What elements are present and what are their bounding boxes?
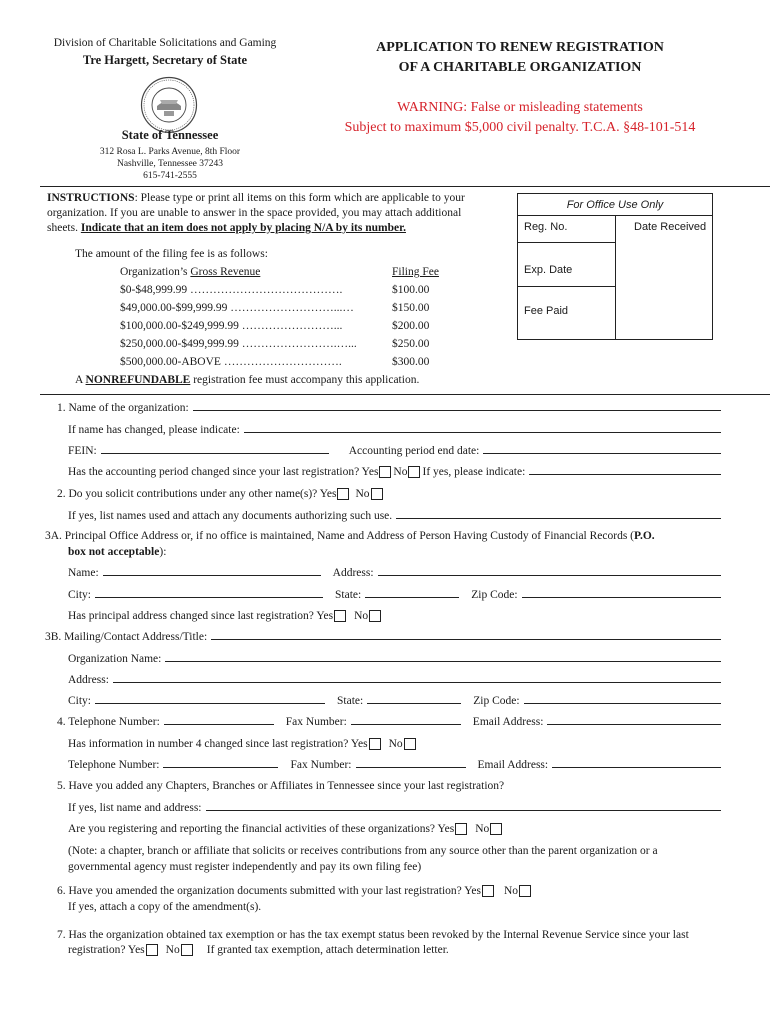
q7-no-label: No: [165, 944, 180, 956]
q4-email-field[interactable]: [547, 724, 721, 725]
acct-changed-row: [68, 466, 725, 478]
nonrefundable-note: A NONREFUNDABLE registration fee must accompany this application.: [75, 374, 420, 386]
q6-yes-checkbox[interactable]: [482, 885, 494, 897]
q3b-city-label: City:: [68, 695, 92, 707]
office-reg-no: Reg. No.: [524, 221, 568, 233]
warning-line2: Subject to maximum $5,000 civil penalty. T.C.A. §48-101-514: [344, 120, 696, 135]
instructions-line1: [47, 192, 465, 204]
acct-end-field[interactable]: [483, 453, 721, 454]
office-fee-paid: Fee Paid: [524, 305, 569, 317]
q7-yes-checkbox[interactable]: [146, 944, 158, 956]
fee-amount-2: $150.00: [392, 302, 430, 314]
q2-yes-checkbox[interactable]: [337, 488, 349, 500]
q3b-org-row: [68, 653, 725, 665]
q4-no-label: No: [388, 738, 403, 750]
q6-label: 6. Have you amended the organization documents submitted with your last registration? Yes: [57, 885, 481, 897]
q2-row: [57, 488, 385, 500]
q4-row: [57, 716, 725, 728]
instructions-text3: sheets.: [47, 222, 81, 234]
q4-new-phone-field[interactable]: [163, 767, 278, 768]
phone-number: 615-741-2555: [143, 171, 197, 181]
q4-changed-label: Has information in number 4 changed since last registration? Yes: [68, 738, 368, 750]
q2b-label: If yes, list names used and attach any documents authorizing such use.: [68, 510, 393, 522]
q7b-label: registration? Yes: [68, 944, 145, 956]
fein-row: [68, 445, 725, 457]
q2b-row: [68, 510, 725, 522]
note-line1: (Note: a chapter, branch or affiliate that solicits or receives contributions from any source other than the parent organization or a: [68, 845, 658, 857]
mailing-title-field[interactable]: [211, 639, 721, 640]
fee-range-3: $100,000.00-$249,999.99 ……………………...: [120, 320, 343, 332]
q4-changed-yes-checkbox[interactable]: [369, 738, 381, 750]
q3a-city-field[interactable]: [95, 597, 323, 598]
q6-no-label: No: [503, 885, 518, 897]
q4-new-row: [68, 759, 725, 771]
fein-field[interactable]: [101, 453, 329, 454]
q3a-address-label: Address:: [332, 567, 374, 579]
office-use-box: [517, 193, 713, 340]
q5c-yes-checkbox[interactable]: [455, 823, 467, 835]
q2-label: 2. Do you solicit contributions under any other name(s)? Yes: [57, 488, 337, 500]
q4-changed-no-checkbox[interactable]: [404, 738, 416, 750]
fee-range-4: $250,000.00-$499,999.99 …………………….…...: [120, 338, 357, 350]
q4-label: 4. Telephone Number:: [57, 716, 160, 728]
form-title-line2: OF A CHARITABLE ORGANIZATION: [398, 60, 642, 75]
acct-no-label: No: [393, 466, 408, 478]
q3a-state-label: State:: [335, 589, 362, 601]
q3b-zip-field[interactable]: [524, 703, 721, 704]
q3a-state-field[interactable]: [365, 597, 459, 598]
q3b-address-row: [68, 674, 725, 686]
office-date-received: Date Received: [634, 221, 707, 233]
q5c-no-checkbox[interactable]: [490, 823, 502, 835]
office-exp-date: Exp. Date: [524, 264, 573, 276]
q3a-address-field[interactable]: [378, 575, 721, 576]
acct-if-yes-label: If yes, please indicate:: [422, 466, 526, 478]
instructions-line3: [47, 222, 406, 234]
q3a-zip-field[interactable]: [522, 597, 721, 598]
q4-new-fax-field[interactable]: [356, 767, 466, 768]
address-line2: Nashville, Tennessee 37243: [116, 159, 223, 169]
q3a-city-label: City:: [68, 589, 92, 601]
affiliates-field[interactable]: [206, 810, 722, 811]
instructions-text2: organization. If you are unable to answer in the space provided, you may attach additional: [47, 207, 462, 219]
q3a-line2: box not acceptable):: [68, 546, 167, 558]
q3b-state-field[interactable]: [367, 703, 461, 704]
fee-col-revenue: Organization’s Gross Revenue: [120, 266, 261, 278]
acct-changed-label: Has the accounting period changed since your last registration? Yes: [68, 466, 379, 478]
name-changed-field[interactable]: [244, 432, 721, 433]
q3b-city-row: [68, 695, 725, 707]
q4-phone-field[interactable]: [164, 724, 274, 725]
q3b-label: 3B. Mailing/Contact Address/Title:: [45, 631, 208, 643]
q6-row: [57, 885, 533, 897]
q3b-city-field[interactable]: [95, 703, 325, 704]
state-name: State of Tennessee: [121, 128, 219, 142]
q3b-zip-label: Zip Code:: [473, 695, 520, 707]
fee-intro: The amount of the filing fee is as follows:: [75, 248, 268, 260]
fee-amount-4: $250.00: [392, 338, 430, 350]
q4-tel-label: Telephone Number:: [68, 759, 160, 771]
instructions-text1: : Please type or print all items on this form which are applicable to your: [134, 192, 465, 204]
instructions-na-note: Indicate that an item does not apply by placing N/A by its number.: [80, 222, 406, 234]
q5c-no-label: No: [475, 823, 490, 835]
state-seal: [140, 76, 198, 134]
org-name-field[interactable]: [193, 410, 721, 411]
q3b-address-field[interactable]: [113, 682, 721, 683]
q7b-row: [68, 944, 449, 956]
q5b-label: If yes, list name and address:: [68, 802, 202, 814]
q5-label: 5. Have you added any Chapters, Branches or Affiliates in Tennessee since your last registration?: [57, 780, 505, 792]
q3b-org-field[interactable]: [165, 661, 721, 662]
q3b-address-label: Address:: [68, 674, 109, 686]
q1-label: 1. Name of the organization:: [57, 402, 189, 414]
q3a-name-field[interactable]: [103, 575, 321, 576]
q3b-row: [45, 631, 725, 643]
q3a-name-row: [68, 567, 725, 579]
q2-no-label: No: [355, 488, 370, 500]
fee-range-2: $49,000.00-$99,999.99 ………………………...…: [120, 302, 354, 314]
office-use-title: For Office Use Only: [518, 194, 712, 216]
section-divider: [40, 394, 770, 395]
q7-label: 7. Has the organization obtained tax exemption or has the tax exempt status been revoked by the Internal Revenue Service since your last: [57, 929, 689, 941]
q3a-city-row: [68, 589, 725, 601]
q4-new-email-label: Email Address:: [477, 759, 549, 771]
q2-no-checkbox[interactable]: [371, 488, 383, 500]
q3a-name-label: Name:: [68, 567, 99, 579]
q3b-state-label: State:: [337, 695, 364, 707]
form-title-line1: APPLICATION TO RENEW REGISTRATION: [376, 40, 664, 55]
q3b-org-label: Organization Name:: [68, 653, 162, 665]
principal-changed-no-checkbox[interactable]: [369, 610, 381, 622]
instructions-label: INSTRUCTIONS: [47, 192, 135, 204]
acct-changed-no-checkbox[interactable]: [408, 466, 420, 478]
fee-range-5: $500,000.00-ABOVE ………………………….: [120, 356, 342, 368]
q5c-row: [68, 823, 504, 835]
q7-no-checkbox[interactable]: [181, 944, 193, 956]
q1-row: [57, 402, 725, 414]
principal-changed-label: Has principal address changed since last registration? Yes: [68, 610, 334, 622]
q4-email-label: Email Address:: [472, 716, 544, 728]
q4-fax-label: Fax Number:: [285, 716, 347, 728]
q5b-row: [68, 802, 725, 814]
q3a-line1: 3A. Principal Office Address or, if no office is maintained, Name and Address of Person Having Custody of Financial Records (P.O.: [45, 530, 655, 542]
fein-label: FEIN:: [68, 445, 97, 457]
division-name: Division of Charitable Solicitations and Gaming: [53, 37, 277, 49]
q6-no-checkbox[interactable]: [519, 885, 531, 897]
q3a-zip-label: Zip Code:: [471, 589, 518, 601]
q4-new-fax-label: Fax Number:: [290, 759, 352, 771]
q7c-label: If granted tax exemption, attach determination letter.: [206, 944, 449, 956]
secretary-name: Tre Hargett, Secretary of State: [82, 53, 248, 67]
q6b-label: If yes, attach a copy of the amendment(s).: [68, 901, 262, 913]
fee-amount-3: $200.00: [392, 320, 430, 332]
header-divider: [40, 186, 770, 187]
fee-amount-5: $300.00: [392, 356, 430, 368]
warning-line1: WARNING: False or misleading statements: [397, 100, 643, 115]
principal-no-label: No: [354, 610, 369, 622]
acct-end-label: Accounting period end date:: [348, 445, 480, 457]
principal-changed-yes-checkbox[interactable]: [334, 610, 346, 622]
q4-fax-field[interactable]: [351, 724, 461, 725]
address-line1: 312 Rosa L. Parks Avenue, 8th Floor: [99, 147, 241, 157]
q4-changed-row: [68, 738, 418, 750]
note-line2: governmental agency must register independently and pay its own filing fee): [68, 861, 422, 873]
q1b-row: [68, 424, 725, 436]
fee-range-1: $0-$48,999.99 ………………………………….: [120, 284, 343, 296]
acct-change-field[interactable]: [529, 474, 721, 475]
q4-new-email-field[interactable]: [552, 767, 721, 768]
fee-col-fee: Filing Fee: [392, 266, 439, 278]
principal-changed-row: [68, 610, 383, 622]
other-names-field[interactable]: [396, 518, 721, 519]
acct-changed-yes-checkbox[interactable]: [379, 466, 391, 478]
name-changed-label: If name has changed, please indicate:: [68, 424, 240, 436]
q5c-label: Are you registering and reporting the financial activities of these organizations? Yes: [68, 823, 455, 835]
fee-amount-1: $100.00: [392, 284, 430, 296]
